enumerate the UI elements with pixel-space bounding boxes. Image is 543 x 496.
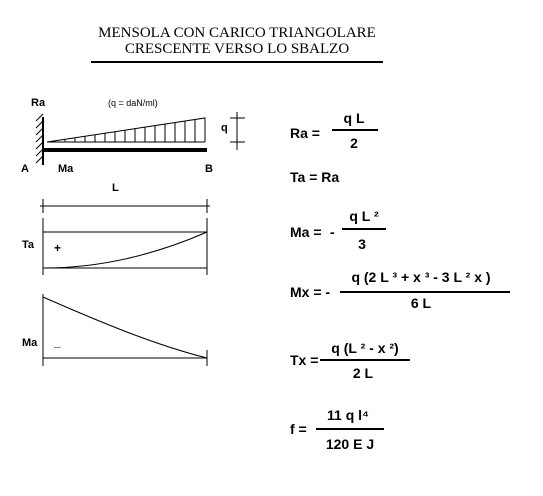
formula-mx	[290, 269, 510, 311]
svg-text:Mx = -: Mx = -	[290, 284, 331, 300]
triangular-load	[47, 118, 205, 142]
reaction-label: Ra	[31, 97, 46, 109]
svg-text:120 E J: 120 E J	[325, 436, 375, 452]
title-line-2: CRESCENTE VERSO LO SBALZO	[124, 41, 350, 57]
svg-text:2 L: 2 L	[352, 365, 374, 381]
q-label: q	[221, 122, 228, 134]
shear-sign: +	[54, 241, 62, 255]
point-b-label: B	[205, 163, 213, 175]
length-dimension	[40, 199, 210, 213]
svg-text:2: 2	[350, 135, 358, 151]
svg-text:Ta = Ra: Ta = Ra	[290, 169, 340, 185]
formula-f	[290, 407, 384, 452]
moment-ma-label: Ma	[58, 163, 74, 175]
moment-diagram	[43, 294, 207, 366]
shear-label: Ta	[22, 239, 35, 251]
svg-text:Ma =: Ma =	[290, 224, 322, 240]
point-a-label: A	[21, 163, 29, 175]
wall-support	[36, 114, 43, 165]
moment-sign: _	[54, 335, 61, 349]
svg-text:q L ²: q L ²	[349, 208, 379, 224]
length-label: L	[112, 182, 119, 194]
formula-ra	[290, 110, 378, 151]
formula-tx	[290, 340, 410, 381]
formula-ta	[290, 169, 339, 185]
svg-text:Ra =: Ra =	[290, 125, 320, 141]
svg-text:q (2 L ³ + x ³ - 3 L ² x ): q (2 L ³ + x ³ - 3 L ² x )	[351, 269, 491, 285]
moment-label: Ma	[22, 337, 38, 349]
title-line-1: MENSOLA CON CARICO TRIANGOLARE	[98, 25, 376, 41]
formula-ma	[290, 208, 386, 252]
svg-text:Tx =: Tx =	[290, 352, 319, 368]
svg-text:-: -	[330, 224, 335, 240]
load-intensity-label: (q = daN/ml)	[108, 98, 158, 108]
svg-text:6 L: 6 L	[410, 295, 432, 311]
svg-text:3: 3	[358, 236, 366, 252]
svg-text:q (L ² - x ²): q (L ² - x ²)	[331, 340, 399, 356]
shear-diagram	[43, 218, 207, 275]
q-dimension-marker	[230, 112, 245, 150]
svg-text:11 q l⁴: 11 q l⁴	[327, 407, 369, 423]
svg-text:q L: q L	[343, 110, 365, 126]
svg-text:f =: f =	[290, 421, 307, 437]
